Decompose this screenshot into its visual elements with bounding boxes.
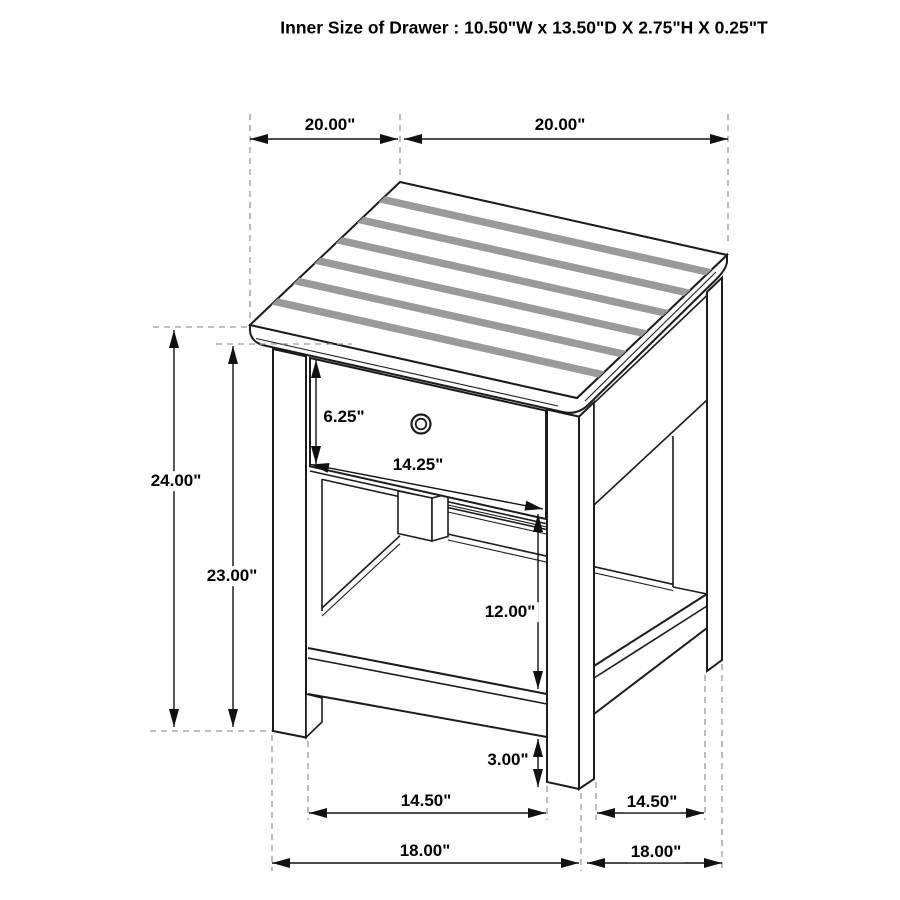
back-right-leg [707, 278, 722, 671]
dim-label-underside-height: 23.00" [204, 566, 261, 586]
dim-label-foot-height: 3.00" [484, 750, 531, 770]
dim-label-top-left-width: 20.00" [302, 115, 359, 135]
dim-label-inner-width-side: 14.50" [624, 792, 681, 812]
dim-label-drawer-face-height: 6.25" [320, 407, 367, 427]
dim-label-overall-height: 24.00" [148, 471, 205, 491]
dim-label-overall-width-side: 18.00" [628, 842, 685, 862]
dim-label-shelf-clearance: 12.00" [482, 602, 539, 622]
dim-label-overall-width-front: 18.00" [397, 841, 454, 861]
dim-label-drawer-face-width: 14.25" [390, 455, 447, 475]
dim-label-inner-width-front: 14.50" [398, 791, 455, 811]
front-right-leg [547, 402, 594, 789]
dim-label-top-right-width: 20.00" [532, 115, 589, 135]
page-title: Inner Size of Drawer : 10.50"W x 13.50"D X 2.75"H X 0.25"T [280, 17, 768, 38]
back-left-leg [398, 491, 448, 541]
